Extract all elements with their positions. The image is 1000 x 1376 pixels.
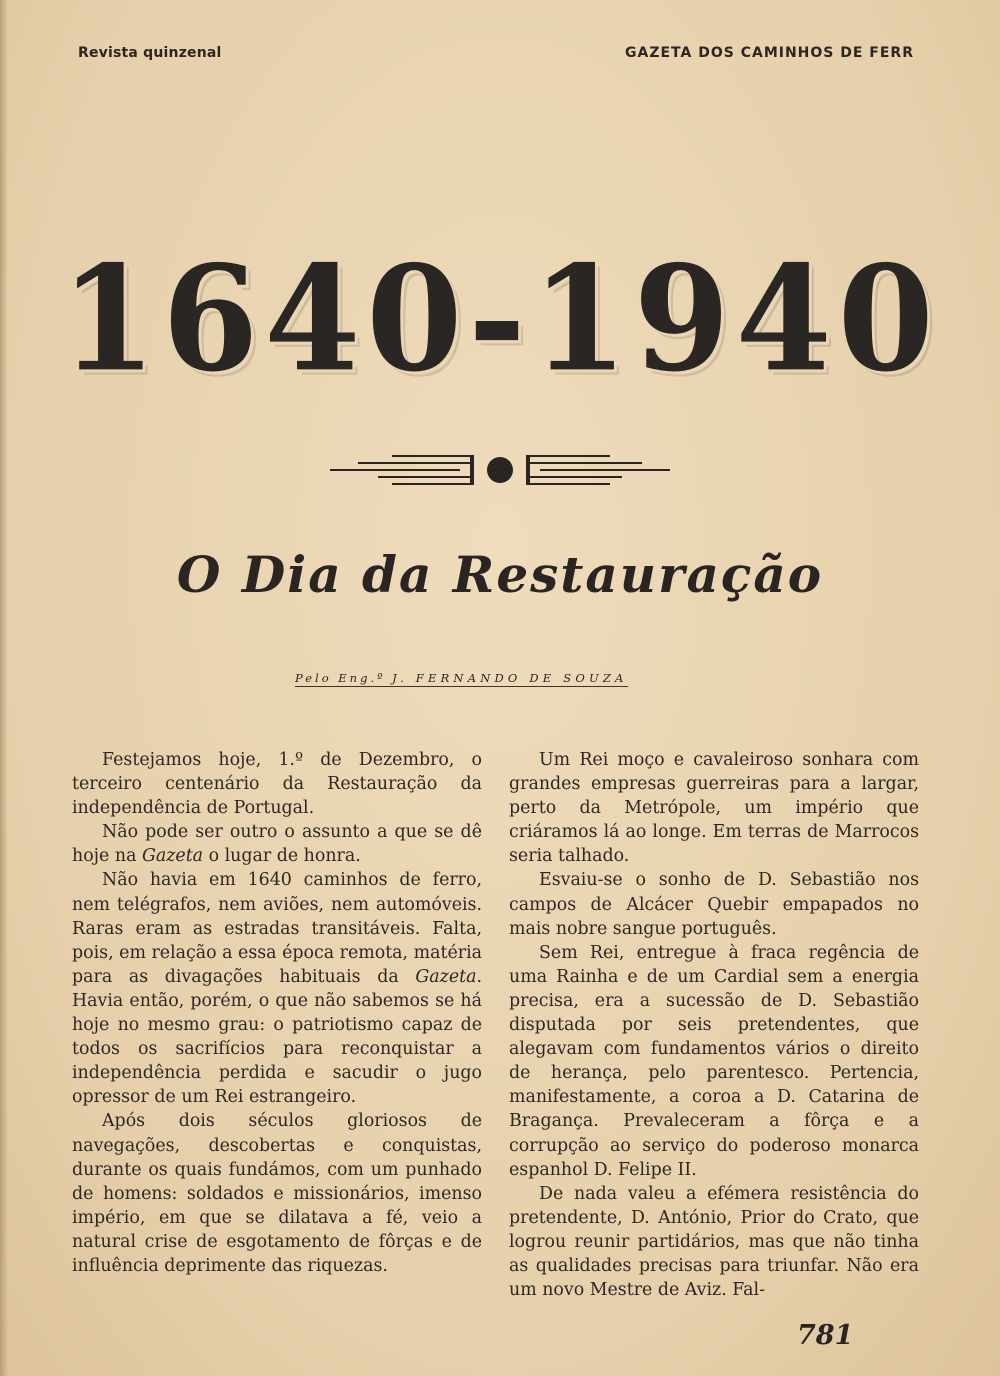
paragraph: Após dois séculos gloriosos de navegações, descobertas e conquistas, durante os quais fundámos, com um punhado de homens: soldados e missionários, imenso império, em que se dilatava a fé, veio a natural crise de esgotamento de fôrças e de influência deprimente das riquezas. bbox=[72, 1111, 482, 1276]
paragraph: Sem Rei, entregue à fraca regência de uma Rainha e de um Cardial sem a energia precisa, era a sucessão de D. Sebastião disputada por seis pretendentes, que alegavam com fundamentos vários o direito de herança, pelo parentesco. Pertencia, manifestamente, a coroa a D. Catarina de Bragança. Prevaleceram a fôrça e a corrupção ao serviço do poderoso monarca espanhol D. Felipe II. bbox=[509, 942, 919, 1180]
ornament-divider bbox=[330, 452, 670, 492]
byline bbox=[295, 671, 628, 687]
page-edge bbox=[0, 0, 8, 1376]
right-text-column bbox=[509, 748, 919, 1302]
header-publication-name: GAZETA DOS CAMINHOS DE FERR bbox=[625, 45, 914, 61]
paragraph: Não havia em 1640 caminhos de ferro, nem telégrafos, nem aviões, nem automóveis. Raras eram as estradas transitáveis. Falta, pois, em relação a essa época remota, matéria para as divagações habituais da Gazeta. Havia então, porém, o que não sabemos se há hoje no mesmo grau: o patriotismo capaz de todos os sacrifícios para reconquistar a independência perdida e sacudir o jugo opressor de um Rei estrangeiro. bbox=[72, 870, 482, 1108]
paragraph: Festejamos hoje, 1.º de Dezembro, o terceiro centenário da Restauração da independência de Portugal. bbox=[72, 750, 482, 819]
paragraph: Não pode ser outro o assunto a que se dê hoje na Gazeta o lugar de honra. bbox=[72, 822, 482, 867]
paragraph: Esvaiu-se o sonho de D. Sebastião nos campos de Alcácer Quebir empapados no mais nobre sangue português. bbox=[509, 870, 919, 939]
article-subtitle: O Dia da Restauração bbox=[176, 545, 824, 604]
page-number: 781 bbox=[797, 1320, 854, 1351]
article-title-dates: 1640-1940 bbox=[60, 232, 940, 405]
left-text-column bbox=[72, 748, 482, 1278]
byline-prefix: Pelo Eng.º bbox=[295, 671, 386, 685]
byline-author: J. FERNANDO DE SOUZA bbox=[392, 671, 628, 685]
paragraph: De nada valeu a efémera resistência do pretendente, D. António, Prior do Crato, que logrou reunir partidários, mas que não tinha as qualidades precisas para triunfar. Não era um novo Mestre de Aviz. Fal- bbox=[509, 1183, 919, 1301]
paragraph: Um Rei moço e cavaleiroso sonhara com grandes empresas guerreiras para a largar, perto da Metrópole, um império que criáramos lá ao longe. Em terras de Marrocos seria talhado. bbox=[509, 750, 919, 867]
header-publication-frequency: Revista quinzenal bbox=[78, 45, 222, 61]
